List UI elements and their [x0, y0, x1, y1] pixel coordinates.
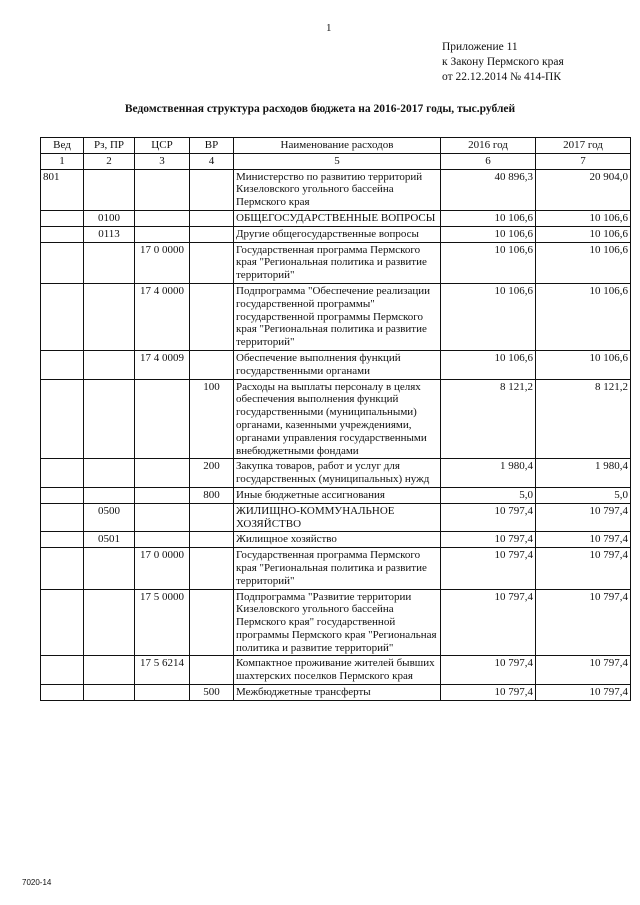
- cell-name: Компактное проживание жителей бывших шахтерских поселков Пермского края: [234, 656, 441, 685]
- table-row: [41, 226, 631, 242]
- cell-vr: 500: [190, 685, 234, 701]
- cell-rz-pr: 0113: [84, 226, 135, 242]
- cell-ved: [41, 589, 84, 656]
- cell-rz-pr: [84, 459, 135, 488]
- cell-name: Закупка товаров, работ и услуг для государственных (муниципальных) нужд: [234, 459, 441, 488]
- cell-name: Подпрограмма "Развитие территории Кизеловского угольного бассейна Пермского края" государственной программы Пермского края "Региональная политика и развитие территорий": [234, 589, 441, 656]
- cell-2017: 10 106,6: [536, 283, 631, 350]
- budget-table: [40, 137, 631, 701]
- cell-ved: [41, 350, 84, 379]
- cell-2017: 10 106,6: [536, 226, 631, 242]
- cell-2017: 10 106,6: [536, 242, 631, 283]
- cell-name: Государственная программа Пермского края "Региональная политика и развитие территорий": [234, 548, 441, 589]
- cell-csr: [135, 226, 190, 242]
- cell-2017: 10 106,6: [536, 210, 631, 226]
- header-2016: 2016 год: [441, 138, 536, 154]
- cell-ved: [41, 226, 84, 242]
- cell-name: Государственная программа Пермского края "Региональная политика и развитие территорий": [234, 242, 441, 283]
- cell-ved: [41, 503, 84, 532]
- cell-2017: 10 797,4: [536, 532, 631, 548]
- cell-csr: 17 5 6214: [135, 656, 190, 685]
- appendix-line-3: от 22.12.2014 № 414-ПК: [442, 71, 562, 83]
- table-row: [41, 242, 631, 283]
- cell-2016: 10 797,4: [441, 548, 536, 589]
- header-vr: ВР: [190, 138, 234, 154]
- cell-2017: 8 121,2: [536, 379, 631, 459]
- cell-2017: 5,0: [536, 487, 631, 503]
- cell-rz-pr: [84, 379, 135, 459]
- cell-ved: [41, 487, 84, 503]
- column-number: 4: [190, 153, 234, 169]
- cell-ved: [41, 210, 84, 226]
- cell-ved: 801: [41, 169, 84, 210]
- cell-csr: 17 5 0000: [135, 589, 190, 656]
- appendix-line-2: к Закону Пермского края: [442, 56, 564, 68]
- cell-2016: 8 121,2: [441, 379, 536, 459]
- cell-2016: 10 106,6: [441, 226, 536, 242]
- cell-name: Жилищное хозяйство: [234, 532, 441, 548]
- cell-2016: 40 896,3: [441, 169, 536, 210]
- column-number: 2: [84, 153, 135, 169]
- cell-2017: 1 980,4: [536, 459, 631, 488]
- cell-name: Министерство по развитию территорий Кизеловского угольного бассейна Пермского края: [234, 169, 441, 210]
- cell-ved: [41, 548, 84, 589]
- cell-vr: [190, 656, 234, 685]
- cell-csr: [135, 169, 190, 210]
- table-row: [41, 503, 631, 532]
- document-title: Ведомственная структура расходов бюджета на 2016-2017 годы, тыс.рублей: [124, 103, 516, 115]
- table-row: [41, 169, 631, 210]
- cell-csr: 17 4 0009: [135, 350, 190, 379]
- cell-csr: 17 4 0000: [135, 283, 190, 350]
- cell-2016: 10 797,4: [441, 685, 536, 701]
- table-row: [41, 487, 631, 503]
- appendix-header: [442, 40, 564, 85]
- cell-vr: [190, 242, 234, 283]
- cell-name: Другие общегосударственные вопросы: [234, 226, 441, 242]
- cell-2017: 10 797,4: [536, 589, 631, 656]
- column-number: 6: [441, 153, 536, 169]
- cell-2017: 10 797,4: [536, 685, 631, 701]
- cell-ved: [41, 283, 84, 350]
- cell-2016: 10 797,4: [441, 656, 536, 685]
- cell-2016: 10 106,6: [441, 210, 536, 226]
- cell-vr: [190, 169, 234, 210]
- cell-2016: 10 106,6: [441, 242, 536, 283]
- cell-rz-pr: 0100: [84, 210, 135, 226]
- cell-csr: [135, 459, 190, 488]
- table-row: [41, 548, 631, 589]
- cell-vr: [190, 589, 234, 656]
- cell-csr: [135, 503, 190, 532]
- table-row: [41, 656, 631, 685]
- header-rz-pr: Рз, ПР: [84, 138, 135, 154]
- table-row: [41, 283, 631, 350]
- table-row: [41, 589, 631, 656]
- cell-ved: [41, 379, 84, 459]
- cell-vr: [190, 210, 234, 226]
- cell-name: Подпрограмма "Обеспечение реализации государственной программы" государственной программы Пермского края "Региональная политика и развитие территорий": [234, 283, 441, 350]
- cell-2017: 20 904,0: [536, 169, 631, 210]
- cell-2016: 10 106,6: [441, 350, 536, 379]
- cell-csr: 17 0 0000: [135, 548, 190, 589]
- cell-rz-pr: [84, 350, 135, 379]
- cell-ved: [41, 459, 84, 488]
- cell-2017: 10 106,6: [536, 350, 631, 379]
- table-column-number-row: [41, 153, 631, 169]
- table-row: [41, 379, 631, 459]
- footer-code: 7020-14: [22, 878, 52, 887]
- cell-2016: 1 980,4: [441, 459, 536, 488]
- cell-rz-pr: [84, 685, 135, 701]
- cell-csr: [135, 487, 190, 503]
- table-row: [41, 532, 631, 548]
- header-2017: 2017 год: [536, 138, 631, 154]
- table-row: [41, 350, 631, 379]
- column-number: 5: [234, 153, 441, 169]
- cell-vr: 800: [190, 487, 234, 503]
- cell-name: Межбюджетные трансферты: [234, 685, 441, 701]
- cell-rz-pr: 0501: [84, 532, 135, 548]
- cell-csr: 17 0 0000: [135, 242, 190, 283]
- cell-csr: [135, 685, 190, 701]
- cell-2016: 10 106,6: [441, 283, 536, 350]
- cell-rz-pr: [84, 283, 135, 350]
- column-number: 7: [536, 153, 631, 169]
- header-ved: Вед: [41, 138, 84, 154]
- cell-vr: 200: [190, 459, 234, 488]
- cell-rz-pr: [84, 487, 135, 503]
- cell-ved: [41, 685, 84, 701]
- cell-2017: 10 797,4: [536, 548, 631, 589]
- cell-rz-pr: 0500: [84, 503, 135, 532]
- cell-vr: [190, 350, 234, 379]
- header-csr: ЦСР: [135, 138, 190, 154]
- cell-csr: [135, 379, 190, 459]
- cell-ved: [41, 242, 84, 283]
- cell-2016: 5,0: [441, 487, 536, 503]
- appendix-line-1: Приложение 11: [442, 41, 518, 53]
- cell-vr: 100: [190, 379, 234, 459]
- cell-vr: [190, 226, 234, 242]
- table-row: [41, 459, 631, 488]
- cell-2017: 10 797,4: [536, 503, 631, 532]
- cell-name: Иные бюджетные ассигнования: [234, 487, 441, 503]
- table-header-row: [41, 138, 631, 154]
- cell-vr: [190, 532, 234, 548]
- cell-vr: [190, 548, 234, 589]
- table-row: [41, 685, 631, 701]
- cell-rz-pr: [84, 169, 135, 210]
- table-row: [41, 210, 631, 226]
- cell-name: ЖИЛИЩНО-КОММУНАЛЬНОЕ ХОЗЯЙСТВО: [234, 503, 441, 532]
- cell-2016: 10 797,4: [441, 503, 536, 532]
- cell-rz-pr: [84, 589, 135, 656]
- cell-csr: [135, 532, 190, 548]
- cell-2017: 10 797,4: [536, 656, 631, 685]
- cell-csr: [135, 210, 190, 226]
- column-number: 1: [41, 153, 84, 169]
- cell-2016: 10 797,4: [441, 589, 536, 656]
- cell-vr: [190, 283, 234, 350]
- cell-name: ОБЩЕГОСУДАРСТВЕННЫЕ ВОПРОСЫ: [234, 210, 441, 226]
- cell-rz-pr: [84, 242, 135, 283]
- header-name: Наименование расходов: [234, 138, 441, 154]
- cell-ved: [41, 532, 84, 548]
- cell-vr: [190, 503, 234, 532]
- cell-rz-pr: [84, 656, 135, 685]
- cell-name: Обеспечение выполнения функций государственными органами: [234, 350, 441, 379]
- column-number: 3: [135, 153, 190, 169]
- cell-2016: 10 797,4: [441, 532, 536, 548]
- cell-ved: [41, 656, 84, 685]
- page-number: 1: [326, 22, 332, 34]
- cell-name: Расходы на выплаты персоналу в целях обеспечения выполнения функций государственными (муниципальными) органами, казенными учреждениями, органами управления государственными внебюджетными фондами: [234, 379, 441, 459]
- cell-rz-pr: [84, 548, 135, 589]
